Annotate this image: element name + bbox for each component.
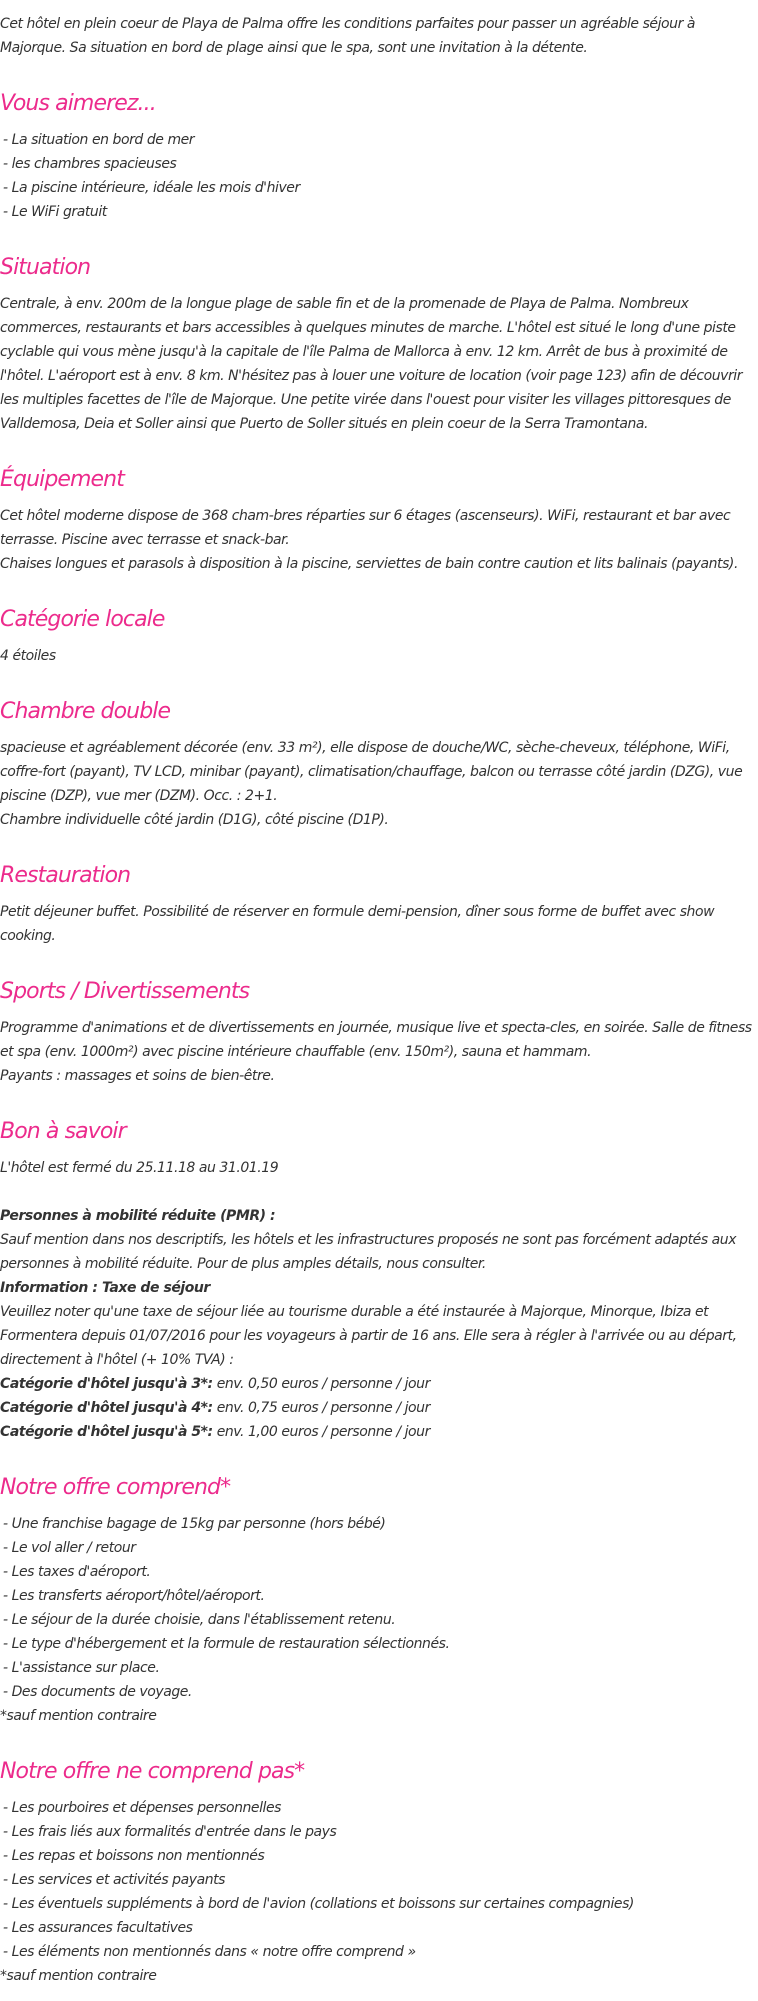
tax-rate: Catégorie d'hôtel jusqu'à 5*: env. 1,00 euros / personne / jour xyxy=(0,1424,430,1440)
restauration-text: Petit déjeuner buffet. Possibilité de réserver en formule demi-pension, dîner sous forme de buffet avec show cooking. xyxy=(0,904,715,944)
offre-comprend-list xyxy=(0,1512,758,1704)
list-item: - Le vol aller / retour xyxy=(3,1540,136,1556)
pmr-text: Sauf mention dans nos descriptifs, les hôtels et les infrastructures proposés ne sont pas forcément adaptés aux personnes à mobilité réduite. Pour de plus amples détails, nous consulter. xyxy=(0,1232,737,1272)
list-item: - Les éventuels suppléments à bord de l'avion (collations et boissons sur certaines compagnies) xyxy=(3,1896,634,1912)
heading-equipement: Équipement xyxy=(0,467,124,492)
list-item: - Les éléments non mentionnés dans « notre offre comprend » xyxy=(3,1944,416,1960)
list-item: - Le séjour de la durée choisie, dans l'établissement retenu. xyxy=(3,1612,396,1628)
list-item: - Les services et activités payants xyxy=(3,1872,226,1888)
list-item: - La situation en bord de mer xyxy=(3,132,195,148)
list-item: - Les assurances facultatives xyxy=(3,1920,193,1936)
heading-vous-aimerez: Vous aimerez... xyxy=(0,91,156,116)
heading-restauration: Restauration xyxy=(0,863,131,888)
list-item: - les chambres spacieuses xyxy=(3,156,177,172)
chambre-text: Chambre individuelle côté jardin (D1G), côté piscine (D1P). xyxy=(0,812,389,828)
list-item: - Le WiFi gratuit xyxy=(3,204,107,220)
list-item: - Les repas et boissons non mentionnés xyxy=(3,1848,265,1864)
chambre-text: spacieuse et agréablement décorée (env. 33 m²), elle dispose de douche/WC, sèche-cheveux, téléphone, WiFi, coffre-fort (payant), TV LCD, minibar (payant), climatisation/chauffage, balcon ou terrasse côté jardin (DZG), vue piscine (DZP), vue mer (DZM). Occ. : 2+1. xyxy=(0,740,743,804)
heading-sports: Sports / Divertissements xyxy=(0,979,250,1004)
vous-aimerez-list xyxy=(0,128,758,224)
equipement-text: Chaises longues et parasols à disposition à la piscine, serviettes de bain contre caution et lits balinais (payants). xyxy=(0,556,738,572)
heading-categorie-locale: Catégorie locale xyxy=(0,607,165,632)
pmr-label: Personnes à mobilité réduite (PMR) : xyxy=(0,1208,276,1224)
tax-text: Veuillez noter qu'une taxe de séjour liée au tourisme durable a été instaurée à Majorque, Minorque, Ibiza et Formentera depuis 01/07/2016 pour les voyageurs à partir de 16 ans. Elle sera à régler à l'arrivée ou au départ, directement à l'hôtel (+ 10% TVA) : xyxy=(0,1304,737,1368)
list-item: - Le type d'hébergement et la formule de restauration sélectionnés. xyxy=(3,1636,450,1652)
sports-text: Programme d'animations et de divertissements en journée, musique live et specta-cles, en soirée. Salle de fitness et spa (env. 1000m²) avec piscine intérieure chauffable (env. 150m²), sauna et hammam. xyxy=(0,1020,752,1060)
footnote: *sauf mention contraire xyxy=(0,1968,157,1984)
situation-text: Centrale, à env. 200m de la longue plage de sable fin et de la promenade de Playa de Palma. Nombreux commerces, restaurants et bars accessibles à quelques minutes de marche. L'hôtel est situé le long d'une piste cyclable qui vous mène jusqu'à la capitale de l'île Palma de Mallorca à env. 12 km. Arrêt de bus à proximité de l'hôtel. L'aéroport est à env. 8 km. N'hésitez pas à louer une voiture de location (voir page 123) afin de découvrir les multiples facettes de l'île de Majorque. Une petite virée dans l'ouest pour visiter les villages pittoresques de Valldemosa, Deia et Soller ainsi que Puerto de Soller situés en plein coeur de la Serra Tramontana. xyxy=(0,296,742,432)
list-item: - Les frais liés aux formalités d'entrée dans le pays xyxy=(3,1824,337,1840)
list-item: - Les taxes d'aéroport. xyxy=(3,1564,151,1580)
closure-text: L'hôtel est fermé du 25.11.18 au 31.01.19 xyxy=(0,1160,279,1176)
offre-ne-comprend-pas-list xyxy=(0,1796,758,1964)
heading-chambre-double: Chambre double xyxy=(0,699,171,724)
heading-bon-a-savoir: Bon à savoir xyxy=(0,1119,126,1144)
sports-text: Payants : massages et soins de bien-être. xyxy=(0,1068,275,1084)
tax-rate: Catégorie d'hôtel jusqu'à 4*: env. 0,75 euros / personne / jour xyxy=(0,1400,430,1416)
list-item: - Les pourboires et dépenses personnelles xyxy=(3,1800,281,1816)
categorie-text: 4 étoiles xyxy=(0,648,56,664)
spacer xyxy=(0,1180,758,1204)
equipement-text: Cet hôtel moderne dispose de 368 cham-bres réparties sur 6 étages (ascenseurs). WiFi, restaurant et bar avec terrasse. Piscine avec terrasse et snack-bar. xyxy=(0,508,731,548)
list-item: - Des documents de voyage. xyxy=(3,1684,192,1700)
hotel-description xyxy=(0,12,758,1988)
heading-offre-ne-comprend-pas: Notre offre ne comprend pas* xyxy=(0,1759,305,1784)
intro-text: Cet hôtel en plein coeur de Playa de Palma offre les conditions parfaites pour passer un agréable séjour à Majorque. Sa situation en bord de plage ainsi que le spa, sont une invitation à la détente. xyxy=(0,16,696,56)
heading-situation: Situation xyxy=(0,255,91,280)
list-item: - La piscine intérieure, idéale les mois d'hiver xyxy=(3,180,300,196)
list-item: - Une franchise bagage de 15kg par personne (hors bébé) xyxy=(3,1516,386,1532)
tax-label: Information : Taxe de séjour xyxy=(0,1280,210,1296)
list-item: - L'assistance sur place. xyxy=(3,1660,160,1676)
tax-rate: Catégorie d'hôtel jusqu'à 3*: env. 0,50 euros / personne / jour xyxy=(0,1376,430,1392)
footnote: *sauf mention contraire xyxy=(0,1708,157,1724)
list-item: - Les transferts aéroport/hôtel/aéroport. xyxy=(3,1588,265,1604)
heading-offre-comprend: Notre offre comprend* xyxy=(0,1475,231,1500)
